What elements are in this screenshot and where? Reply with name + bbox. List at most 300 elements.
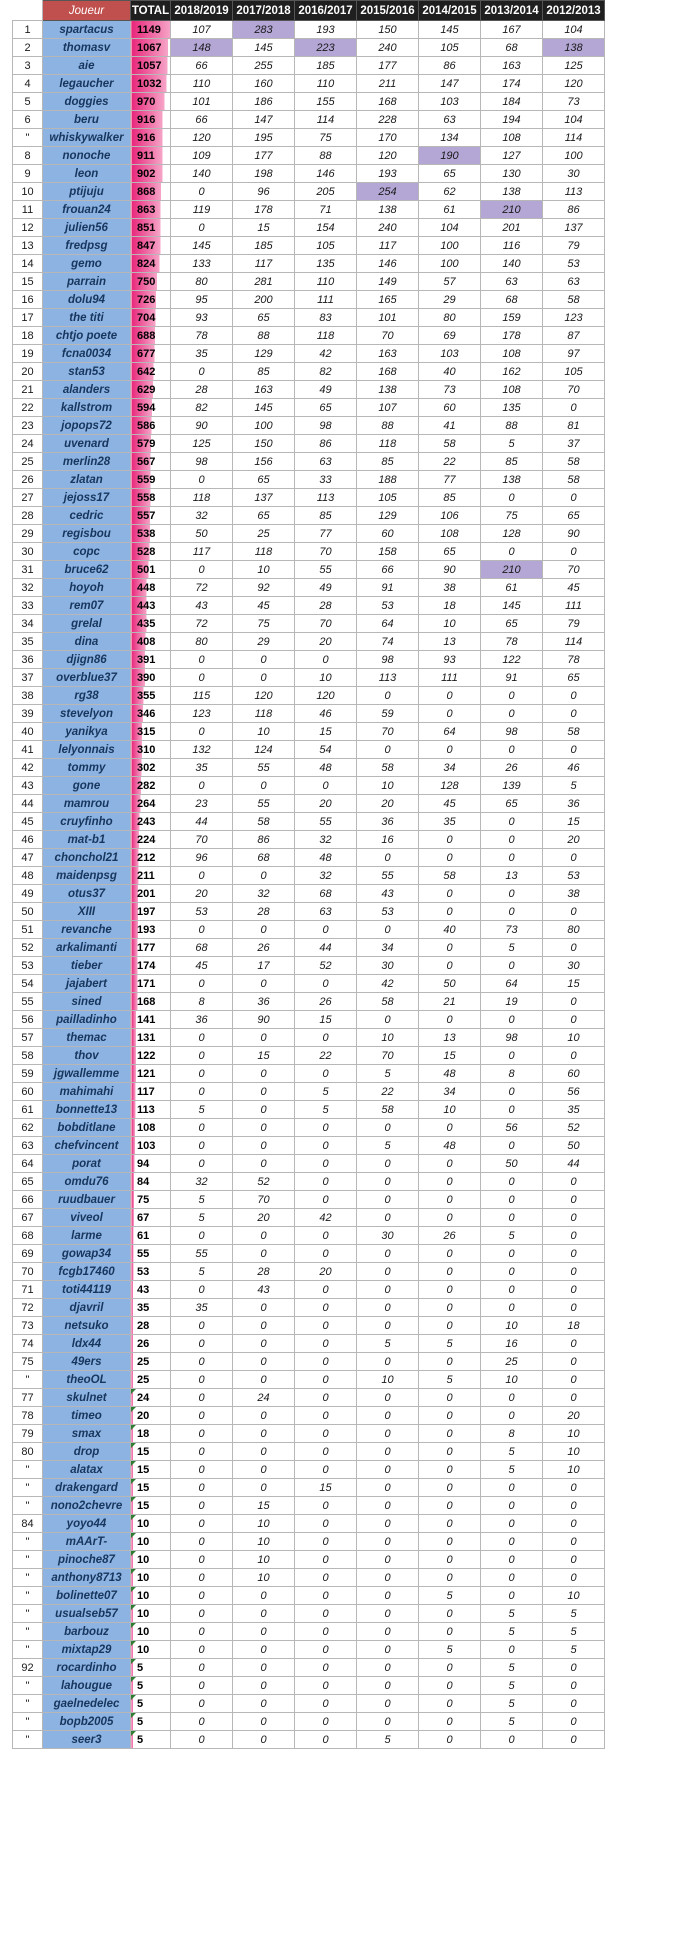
table-row (13, 165, 605, 183)
total-cell (131, 1605, 171, 1623)
season-score-cell: 0 (419, 1479, 481, 1497)
rank-cell: " (13, 1695, 43, 1713)
total-cell (131, 57, 171, 75)
season-score-cell: 159 (481, 309, 543, 327)
total-cell (131, 1317, 171, 1335)
season-score-cell: 0 (481, 1497, 543, 1515)
season-score-cell: 0 (171, 1443, 233, 1461)
season-score-cell: 73 (419, 381, 481, 399)
season-score-cell: 62 (419, 183, 481, 201)
player-name-cell: ptijuju (43, 183, 131, 201)
rank-cell: " (13, 1551, 43, 1569)
player-name-cell: stan53 (43, 363, 131, 381)
season-score-cell: 133 (171, 255, 233, 273)
season-score-cell: 0 (481, 687, 543, 705)
total-cell (131, 705, 171, 723)
season-score-cell: 107 (171, 21, 233, 39)
rank-cell: 39 (13, 705, 43, 723)
total-value: 61 (137, 1229, 150, 1242)
rank-cell: 52 (13, 939, 43, 957)
table-row (13, 669, 605, 687)
season-score-cell: 137 (233, 489, 295, 507)
season-score-cell: 5 (481, 939, 543, 957)
season-score-cell: 10 (543, 1029, 605, 1047)
season-score-cell: 118 (233, 543, 295, 561)
season-score-cell: 0 (481, 1533, 543, 1551)
rank-cell: " (13, 1713, 43, 1731)
season-score-cell: 138 (543, 39, 605, 57)
season-score-cell: 0 (171, 363, 233, 381)
table-row (13, 1569, 605, 1587)
season-score-cell: 58 (543, 291, 605, 309)
season-score-cell: 85 (357, 453, 419, 471)
season-score-cell: 65 (481, 615, 543, 633)
season-score-cell: 0 (295, 1677, 357, 1695)
season-score-cell: 48 (295, 759, 357, 777)
season-score-cell: 0 (171, 1317, 233, 1335)
season-score-cell: 0 (481, 1281, 543, 1299)
rank-cell: 64 (13, 1155, 43, 1173)
table-row (13, 255, 605, 273)
table-body (13, 21, 605, 1749)
season-score-cell: 211 (357, 75, 419, 93)
season-score-cell: 68 (481, 291, 543, 309)
season-score-cell: 5 (295, 1083, 357, 1101)
total-cell (131, 291, 171, 309)
total-cell (131, 435, 171, 453)
season-score-cell: 0 (543, 1695, 605, 1713)
season-score-cell: 70 (543, 561, 605, 579)
season-score-cell: 20 (295, 633, 357, 651)
cell-marker-icon (131, 1623, 136, 1628)
total-value: 131 (137, 1031, 156, 1044)
season-score-cell: 113 (357, 669, 419, 687)
season-score-cell: 5 (543, 777, 605, 795)
table-row (13, 1119, 605, 1137)
season-score-cell: 0 (543, 489, 605, 507)
season-score-cell: 165 (357, 291, 419, 309)
season-score-cell: 162 (481, 363, 543, 381)
season-score-cell: 116 (481, 237, 543, 255)
table-row (13, 471, 605, 489)
season-score-cell: 138 (357, 201, 419, 219)
season-score-cell: 96 (171, 849, 233, 867)
total-value: 435 (137, 617, 156, 630)
player-name-cell: jejoss17 (43, 489, 131, 507)
rank-cell: 67 (13, 1209, 43, 1227)
table-row (13, 1551, 605, 1569)
total-value: 302 (137, 761, 156, 774)
season-score-cell: 100 (419, 255, 481, 273)
season-score-cell: 28 (233, 903, 295, 921)
season-score-cell: 0 (543, 849, 605, 867)
table-row (13, 1515, 605, 1533)
season-score-cell: 8 (481, 1065, 543, 1083)
season-score-cell: 137 (543, 219, 605, 237)
season-score-cell: 0 (233, 1731, 295, 1749)
total-value: 5 (137, 1733, 144, 1746)
season-score-cell: 0 (543, 1389, 605, 1407)
season-score-cell: 82 (295, 363, 357, 381)
season-score-cell: 0 (419, 1515, 481, 1533)
total-value: 108 (137, 1121, 156, 1134)
rank-cell: 6 (13, 111, 43, 129)
season-score-cell: 0 (295, 1605, 357, 1623)
cell-marker-icon (131, 1461, 136, 1466)
season-score-cell: 0 (295, 1497, 357, 1515)
total-value: 390 (137, 671, 156, 684)
season-score-cell: 15 (543, 975, 605, 993)
total-cell (131, 831, 171, 849)
table-row (13, 273, 605, 291)
season-score-cell: 30 (543, 957, 605, 975)
season-score-cell: 10 (357, 777, 419, 795)
total-value: 902 (137, 167, 156, 180)
player-name-cell: sined (43, 993, 131, 1011)
season-score-cell: 5 (543, 1605, 605, 1623)
table-row (13, 1695, 605, 1713)
total-cell (131, 579, 171, 597)
total-cell (131, 1065, 171, 1083)
season-score-cell: 0 (357, 1533, 419, 1551)
season-score-cell: 0 (295, 1443, 357, 1461)
total-cell (131, 453, 171, 471)
cell-marker-icon (131, 1515, 136, 1520)
season-score-cell: 138 (481, 471, 543, 489)
season-score-cell: 0 (295, 1389, 357, 1407)
season-score-cell: 20 (357, 795, 419, 813)
total-value: 24 (137, 1391, 150, 1404)
season-score-cell: 135 (481, 399, 543, 417)
season-score-cell: 93 (171, 309, 233, 327)
season-score-cell: 55 (233, 759, 295, 777)
total-value: 677 (137, 347, 156, 360)
total-value: 1067 (137, 41, 162, 54)
season-score-cell: 20 (233, 1209, 295, 1227)
season-score-cell: 0 (543, 903, 605, 921)
season-score-cell: 42 (357, 975, 419, 993)
season-score-cell: 0 (295, 1623, 357, 1641)
season-score-cell: 0 (543, 1353, 605, 1371)
season-score-cell: 0 (171, 1479, 233, 1497)
total-value: 704 (137, 311, 156, 324)
season-score-cell: 194 (481, 111, 543, 129)
season-score-cell: 53 (543, 867, 605, 885)
season-score-cell: 0 (419, 1281, 481, 1299)
season-score-cell: 0 (171, 1065, 233, 1083)
player-name-cell: ruudbauer (43, 1191, 131, 1209)
season-score-cell: 0 (171, 1623, 233, 1641)
season-score-cell: 0 (543, 1335, 605, 1353)
season-score-cell: 108 (481, 129, 543, 147)
season-score-cell: 0 (481, 543, 543, 561)
rank-cell: 13 (13, 237, 43, 255)
total-value: 1032 (137, 77, 162, 90)
total-value: 558 (137, 491, 156, 504)
rank-cell: 40 (13, 723, 43, 741)
season-score-cell: 65 (543, 669, 605, 687)
season-score-cell: 60 (357, 525, 419, 543)
season-score-cell: 120 (295, 687, 357, 705)
total-cell (131, 1371, 171, 1389)
player-name-cell: omdu76 (43, 1173, 131, 1191)
total-cell (131, 615, 171, 633)
season-score-cell: 0 (357, 1389, 419, 1407)
season-score-cell: 45 (543, 579, 605, 597)
rank-cell: 72 (13, 1299, 43, 1317)
season-score-cell: 44 (171, 813, 233, 831)
player-name-cell: seer3 (43, 1731, 131, 1749)
season-score-cell: 0 (171, 1677, 233, 1695)
player-name-cell: regisbou (43, 525, 131, 543)
cell-marker-icon (131, 1713, 136, 1718)
rank-cell: 37 (13, 669, 43, 687)
season-score-cell: 32 (295, 831, 357, 849)
player-name-cell: djign86 (43, 651, 131, 669)
table-row (13, 993, 605, 1011)
total-cell (131, 129, 171, 147)
season-score-cell: 0 (295, 1335, 357, 1353)
player-name-cell: doggies (43, 93, 131, 111)
total-value: 10 (137, 1607, 150, 1620)
total-value: 629 (137, 383, 156, 396)
rank-cell: 31 (13, 561, 43, 579)
season-score-cell: 0 (543, 705, 605, 723)
rank-cell: 42 (13, 759, 43, 777)
season-score-cell: 283 (233, 21, 295, 39)
season-score-cell: 255 (233, 57, 295, 75)
total-value: 122 (137, 1049, 156, 1062)
rank-cell: 68 (13, 1227, 43, 1245)
season-score-cell: 0 (295, 1587, 357, 1605)
season-score-cell: 0 (233, 669, 295, 687)
total-cell (131, 1587, 171, 1605)
table-row (13, 723, 605, 741)
total-cell (131, 309, 171, 327)
season-score-cell: 59 (357, 705, 419, 723)
season-score-cell: 188 (357, 471, 419, 489)
rank-cell: 79 (13, 1425, 43, 1443)
player-name-cell: bruce62 (43, 561, 131, 579)
total-cell (131, 597, 171, 615)
season-score-cell: 147 (233, 111, 295, 129)
season-score-cell: 65 (419, 543, 481, 561)
table-row (13, 759, 605, 777)
table-row (13, 1299, 605, 1317)
season-score-cell: 0 (481, 1137, 543, 1155)
total-value: 10 (137, 1625, 150, 1638)
season-score-cell: 0 (295, 1191, 357, 1209)
season-score-cell: 64 (481, 975, 543, 993)
season-score-cell: 98 (481, 723, 543, 741)
table-row (13, 1101, 605, 1119)
player-name-cell: djavril (43, 1299, 131, 1317)
table-row (13, 525, 605, 543)
rank-cell: " (13, 1479, 43, 1497)
season-score-cell: 0 (543, 687, 605, 705)
season-score-cell: 0 (171, 471, 233, 489)
player-name-cell: XIII (43, 903, 131, 921)
table-row (13, 381, 605, 399)
season-score-cell: 0 (481, 1587, 543, 1605)
total-cell (131, 21, 171, 39)
season-score-cell: 73 (543, 93, 605, 111)
season-score-cell: 0 (543, 1371, 605, 1389)
season-score-cell: 0 (171, 921, 233, 939)
season-score-cell: 26 (419, 1227, 481, 1245)
table-row (13, 1335, 605, 1353)
season-score-cell: 0 (419, 831, 481, 849)
season-score-cell: 0 (171, 1587, 233, 1605)
player-name-cell: 49ers (43, 1353, 131, 1371)
total-cell (131, 957, 171, 975)
season-score-cell: 155 (295, 93, 357, 111)
season-score-cell: 0 (171, 1119, 233, 1137)
cell-marker-icon (131, 1479, 136, 1484)
total-cell (131, 1209, 171, 1227)
season-score-cell: 64 (357, 615, 419, 633)
rank-cell: 73 (13, 1317, 43, 1335)
rank-cell: 57 (13, 1029, 43, 1047)
season-score-cell: 0 (357, 1155, 419, 1173)
total-cell (131, 219, 171, 237)
season-score-cell: 18 (419, 597, 481, 615)
season-score-cell: 40 (419, 921, 481, 939)
season-score-cell: 36 (357, 813, 419, 831)
player-name-cell: jajabert (43, 975, 131, 993)
total-cell (131, 1425, 171, 1443)
season-score-cell: 5 (357, 1137, 419, 1155)
table-row (13, 1137, 605, 1155)
season-score-cell: 97 (543, 345, 605, 363)
table-row (13, 1407, 605, 1425)
table-row (13, 1263, 605, 1281)
season-score-cell: 281 (233, 273, 295, 291)
season-score-cell: 178 (233, 201, 295, 219)
season-score-cell: 10 (295, 669, 357, 687)
table-row (13, 1245, 605, 1263)
season-score-cell: 0 (481, 885, 543, 903)
season-score-cell: 0 (171, 1533, 233, 1551)
season-score-cell: 120 (233, 687, 295, 705)
season-score-cell: 35 (171, 345, 233, 363)
season-score-cell: 20 (295, 1263, 357, 1281)
season-score-cell: 0 (481, 1389, 543, 1407)
season-score-cell: 0 (295, 1515, 357, 1533)
season-score-cell: 0 (295, 921, 357, 939)
season-score-cell: 185 (295, 57, 357, 75)
season-score-cell: 68 (171, 939, 233, 957)
season-score-cell: 90 (233, 1011, 295, 1029)
season-score-cell: 22 (419, 453, 481, 471)
season-score-cell: 26 (481, 759, 543, 777)
season-score-cell: 0 (357, 1281, 419, 1299)
season-score-cell: 42 (295, 345, 357, 363)
total-cell (131, 237, 171, 255)
total-cell (131, 327, 171, 345)
season-score-cell: 10 (419, 1101, 481, 1119)
season-score-cell: 0 (295, 1407, 357, 1425)
season-score-cell: 0 (233, 1425, 295, 1443)
rank-cell: 36 (13, 651, 43, 669)
season-score-cell: 22 (295, 1047, 357, 1065)
header-joueur: Joueur (43, 1, 131, 21)
season-score-cell: 34 (357, 939, 419, 957)
player-name-cell: the titi (43, 309, 131, 327)
season-score-cell: 0 (419, 903, 481, 921)
table-row (13, 903, 605, 921)
season-score-cell: 19 (481, 993, 543, 1011)
total-value: 315 (137, 725, 156, 738)
total-cell (131, 1497, 171, 1515)
season-score-cell: 118 (357, 435, 419, 453)
season-score-cell: 0 (171, 1695, 233, 1713)
rank-cell: 11 (13, 201, 43, 219)
season-score-cell: 0 (295, 1155, 357, 1173)
total-value: 15 (137, 1481, 150, 1494)
season-score-cell: 0 (171, 975, 233, 993)
total-cell (131, 669, 171, 687)
total-value: 863 (137, 203, 156, 216)
table-row (13, 1677, 605, 1695)
total-cell (131, 1461, 171, 1479)
season-score-cell: 10 (233, 1569, 295, 1587)
season-score-cell: 0 (295, 1659, 357, 1677)
season-score-cell: 66 (171, 111, 233, 129)
table-row (13, 1011, 605, 1029)
total-value: 916 (137, 131, 156, 144)
table-row (13, 975, 605, 993)
total-cell (131, 723, 171, 741)
total-cell (131, 273, 171, 291)
season-score-cell: 55 (233, 795, 295, 813)
total-value: 642 (137, 365, 156, 378)
season-score-cell: 0 (233, 1353, 295, 1371)
total-value: 25 (137, 1373, 150, 1386)
season-score-cell: 98 (295, 417, 357, 435)
season-score-cell: 198 (233, 165, 295, 183)
cell-marker-icon (131, 1731, 136, 1736)
season-score-cell: 0 (233, 975, 295, 993)
rank-cell: " (13, 1371, 43, 1389)
rank-cell: 3 (13, 57, 43, 75)
season-score-cell: 0 (357, 1119, 419, 1137)
player-name-cell: chtjo poete (43, 327, 131, 345)
season-score-cell: 0 (171, 1281, 233, 1299)
season-score-cell: 0 (357, 1425, 419, 1443)
season-score-cell: 0 (357, 1569, 419, 1587)
player-name-cell: tieber (43, 957, 131, 975)
total-cell (131, 1281, 171, 1299)
rank-cell: 21 (13, 381, 43, 399)
season-score-cell: 98 (481, 1029, 543, 1047)
player-name-cell: pinoche87 (43, 1551, 131, 1569)
season-score-cell: 98 (357, 651, 419, 669)
season-score-cell: 138 (481, 183, 543, 201)
season-score-cell: 0 (295, 777, 357, 795)
season-score-cell: 0 (233, 1479, 295, 1497)
rank-cell: " (13, 1533, 43, 1551)
season-score-cell: 0 (295, 1371, 357, 1389)
season-score-cell: 117 (233, 255, 295, 273)
season-score-cell: 5 (481, 1605, 543, 1623)
season-score-cell: 85 (233, 363, 295, 381)
player-name-cell: yanikya (43, 723, 131, 741)
season-score-cell: 0 (481, 1641, 543, 1659)
season-score-cell: 0 (233, 1101, 295, 1119)
season-score-cell: 0 (233, 921, 295, 939)
season-score-cell: 167 (481, 21, 543, 39)
